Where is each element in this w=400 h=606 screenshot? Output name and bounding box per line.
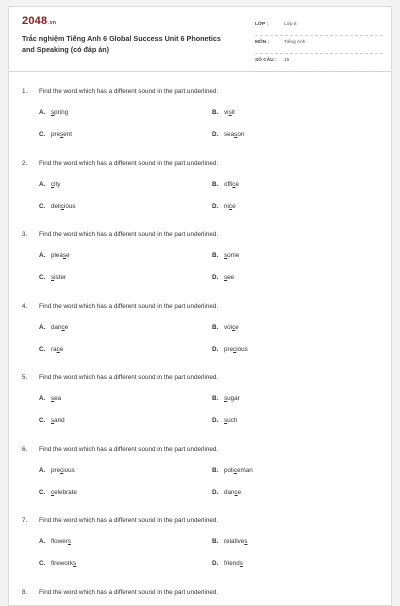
underlined-part: c xyxy=(228,202,233,210)
option-word xyxy=(51,131,72,138)
question-number: 7. xyxy=(22,517,28,524)
answer-option[interactable] xyxy=(39,109,68,116)
document-title: Trắc nghiệm Tiếng Anh 6 Global Success Unit 6 Phonetics and Speaking (có đáp án) xyxy=(22,34,221,54)
question-text: Find the word which has a different sound in the part underlined. xyxy=(39,302,219,310)
question-number: 1. xyxy=(22,88,28,95)
answer-option[interactable] xyxy=(212,560,243,567)
option-word xyxy=(224,252,239,259)
underlined-part: s xyxy=(234,131,238,138)
meta-class-row xyxy=(255,18,383,36)
option-word xyxy=(51,489,77,496)
underlined-part: s xyxy=(224,417,228,424)
underlined-part: c xyxy=(60,202,64,210)
word-suffix: eman xyxy=(236,466,253,474)
option-letter: B. xyxy=(212,538,219,545)
option-letter: A. xyxy=(39,466,46,474)
underlined-part: c xyxy=(51,180,55,188)
underlined-part: c xyxy=(234,488,238,496)
word-suffix: ent xyxy=(63,131,73,138)
underlined-part: c xyxy=(233,345,237,353)
word-prefix: deli xyxy=(51,202,61,210)
answer-option[interactable] xyxy=(39,274,66,281)
word-suffix: ious xyxy=(63,202,76,210)
option-letter: A. xyxy=(39,252,46,259)
logo-text: 2048 xyxy=(22,15,48,27)
option-word xyxy=(51,252,70,259)
option-letter: A. xyxy=(39,538,46,545)
option-word xyxy=(51,274,66,281)
option-letter: C. xyxy=(39,202,46,210)
underlined-part: c xyxy=(51,488,55,496)
word-suffix: it xyxy=(231,109,235,116)
question-number: 6. xyxy=(22,445,28,453)
word-prefix: ra xyxy=(51,345,57,353)
option-letter: C. xyxy=(39,131,46,138)
worksheet-page xyxy=(8,6,392,606)
answer-option[interactable] xyxy=(39,395,61,402)
underlined-part: c xyxy=(56,345,60,353)
option-word xyxy=(224,324,239,331)
underlined-part: c xyxy=(61,323,65,331)
answer-option[interactable] xyxy=(212,417,237,424)
option-letter: D. xyxy=(212,488,219,496)
answer-option[interactable] xyxy=(39,417,65,424)
option-word xyxy=(51,324,68,331)
word-suffix: pring xyxy=(54,109,69,116)
option-letter: B. xyxy=(212,252,219,259)
option-word xyxy=(224,467,253,474)
word-suffix: ugar xyxy=(227,395,240,402)
question-text: Find the word which has a different sound in the part underlined. xyxy=(39,445,219,453)
answer-option[interactable] xyxy=(39,560,76,567)
option-letter: B. xyxy=(212,180,219,188)
option-word xyxy=(51,395,61,402)
answer-option[interactable] xyxy=(39,131,72,138)
option-letter: A. xyxy=(39,395,46,402)
question-number: 8. xyxy=(22,588,28,596)
underlined-part: s xyxy=(73,560,77,567)
question-number: 3. xyxy=(22,231,28,238)
underlined-part: c xyxy=(60,466,64,474)
answer-option[interactable] xyxy=(39,324,68,331)
option-letter: D. xyxy=(212,560,219,567)
word-suffix: e xyxy=(232,202,236,210)
word-prefix: flower xyxy=(51,538,68,545)
word-suffix: and xyxy=(54,417,65,424)
word-suffix: ious xyxy=(236,345,248,353)
answer-option[interactable] xyxy=(39,181,60,188)
answer-option[interactable] xyxy=(212,181,239,188)
word-prefix: dan xyxy=(51,323,62,331)
option-word xyxy=(224,274,234,281)
option-word xyxy=(224,489,241,496)
option-word xyxy=(51,417,65,424)
option-letter: B. xyxy=(212,395,219,402)
question-number: 2. xyxy=(22,159,28,167)
option-letter: C. xyxy=(39,274,46,281)
word-prefix: dan xyxy=(224,488,235,496)
option-letter: C. xyxy=(39,560,46,567)
word-prefix: poli xyxy=(224,466,234,474)
meta-count-row xyxy=(255,54,383,72)
underlined-part: s xyxy=(228,109,232,116)
meta-value: Lớp 6 xyxy=(284,22,297,27)
option-word xyxy=(224,560,243,567)
underlined-part: s xyxy=(51,274,55,281)
option-word xyxy=(51,203,76,210)
word-suffix: e xyxy=(235,323,239,331)
question-text: Find the word which has a different sound in the part underlined. xyxy=(39,517,219,524)
word-suffix: e xyxy=(66,252,70,259)
underlined-part: s xyxy=(51,109,55,116)
underlined-part: s xyxy=(224,395,228,402)
meta-value: Tiếng Anh xyxy=(284,40,306,45)
option-word xyxy=(51,560,76,567)
answer-option[interactable] xyxy=(212,346,248,353)
option-letter: C. xyxy=(39,417,46,424)
answer-option[interactable] xyxy=(39,252,70,259)
word-suffix: e xyxy=(237,488,242,496)
option-letter: D. xyxy=(212,345,219,353)
option-word xyxy=(224,203,236,210)
option-letter: C. xyxy=(39,345,46,353)
answer-option[interactable] xyxy=(212,109,235,116)
underlined-part: s xyxy=(51,417,55,424)
option-word xyxy=(224,417,237,424)
logo-suffix: .vn xyxy=(48,20,57,26)
answer-option[interactable] xyxy=(212,203,236,210)
option-letter: D. xyxy=(212,417,219,424)
word-prefix: pre xyxy=(51,131,61,138)
answer-option[interactable] xyxy=(212,131,244,138)
answer-option[interactable] xyxy=(212,274,234,281)
question-text: Find the word which has a different sound in the part underlined. xyxy=(39,159,219,167)
word-suffix: ome xyxy=(227,252,240,259)
option-word xyxy=(51,538,71,545)
answer-option[interactable] xyxy=(39,538,71,545)
option-letter: A. xyxy=(39,323,46,331)
answer-option[interactable] xyxy=(39,489,77,496)
option-letter: D. xyxy=(212,131,219,138)
meta-label: LỚP : xyxy=(255,22,269,27)
meta-label: MÔN : xyxy=(255,40,270,45)
option-word xyxy=(51,181,60,188)
underlined-part: s xyxy=(239,560,243,567)
option-word xyxy=(51,346,63,353)
underlined-part: c xyxy=(232,323,236,331)
question-text: Find the word which has a different sound in the part underlined. xyxy=(39,588,219,596)
question-number: 5. xyxy=(22,374,28,381)
word-suffix: uch xyxy=(227,417,238,424)
option-letter: B. xyxy=(212,466,219,474)
option-word xyxy=(224,395,240,402)
meta-subject-row xyxy=(255,36,383,54)
answer-option[interactable] xyxy=(212,252,239,259)
option-letter: B. xyxy=(212,109,219,116)
question-number: 4. xyxy=(22,302,28,310)
answer-option[interactable] xyxy=(212,467,253,474)
word-prefix: voi xyxy=(224,323,233,331)
option-letter: C. xyxy=(39,488,46,496)
word-prefix: relative xyxy=(224,538,245,545)
option-word xyxy=(224,538,247,545)
word-suffix: ee xyxy=(227,274,235,281)
word-prefix: sea xyxy=(224,131,235,138)
word-suffix: ister xyxy=(54,274,67,281)
underlined-part: s xyxy=(62,252,67,259)
word-prefix: pre xyxy=(51,466,61,474)
answer-option[interactable] xyxy=(212,538,247,545)
option-word xyxy=(51,467,75,474)
option-letter: D. xyxy=(212,274,219,281)
question-text: Find the word which has a different sound in the part underlined. xyxy=(39,88,219,95)
site-logo[interactable] xyxy=(22,15,56,27)
underlined-part: s xyxy=(224,274,228,281)
underlined-part: s xyxy=(51,395,55,402)
option-word xyxy=(224,346,248,353)
word-suffix: on xyxy=(237,131,245,138)
underlined-part: s xyxy=(224,252,228,259)
option-word xyxy=(224,109,235,116)
word-suffix: e xyxy=(235,180,239,188)
meta-value: 15 xyxy=(284,58,290,63)
word-prefix: firework xyxy=(51,560,74,567)
option-letter: D. xyxy=(212,202,219,210)
word-suffix: ity xyxy=(54,180,61,188)
option-letter: A. xyxy=(39,109,46,116)
option-word xyxy=(224,181,239,188)
metadata-panel xyxy=(255,18,383,72)
answer-option[interactable] xyxy=(212,395,240,402)
underlined-part: c xyxy=(232,180,236,188)
word-suffix: ious xyxy=(63,466,75,474)
question-text: Find the word which has a different sound in the part underlined. xyxy=(39,374,219,381)
option-letter: B. xyxy=(212,323,219,331)
answer-option[interactable] xyxy=(39,203,76,210)
word-prefix: pre xyxy=(224,345,234,353)
question-text: Find the word which has a different sound in the part underlined. xyxy=(39,231,219,238)
word-suffix: elebrate xyxy=(54,488,77,496)
word-prefix: friend xyxy=(224,560,240,567)
word-suffix: e xyxy=(64,323,69,331)
answer-option[interactable] xyxy=(39,467,75,474)
underlined-part: s xyxy=(244,538,248,545)
answer-option[interactable] xyxy=(212,489,241,496)
underlined-part: s xyxy=(60,131,64,138)
underlined-part: c xyxy=(233,466,237,474)
option-word xyxy=(51,109,68,116)
underlined-part: s xyxy=(67,538,71,545)
option-letter: A. xyxy=(39,180,46,188)
word-prefix: offi xyxy=(224,180,233,188)
answer-option[interactable] xyxy=(212,324,239,331)
meta-label: SỐ CÂU : xyxy=(255,58,277,63)
word-suffix: ea xyxy=(54,395,62,402)
answer-option[interactable] xyxy=(39,346,63,353)
word-suffix: e xyxy=(59,345,64,353)
word-prefix: vi xyxy=(224,109,229,116)
worksheet-header xyxy=(9,7,391,72)
word-prefix: ni xyxy=(224,202,229,210)
option-word xyxy=(224,131,244,138)
word-prefix: plea xyxy=(51,252,63,259)
